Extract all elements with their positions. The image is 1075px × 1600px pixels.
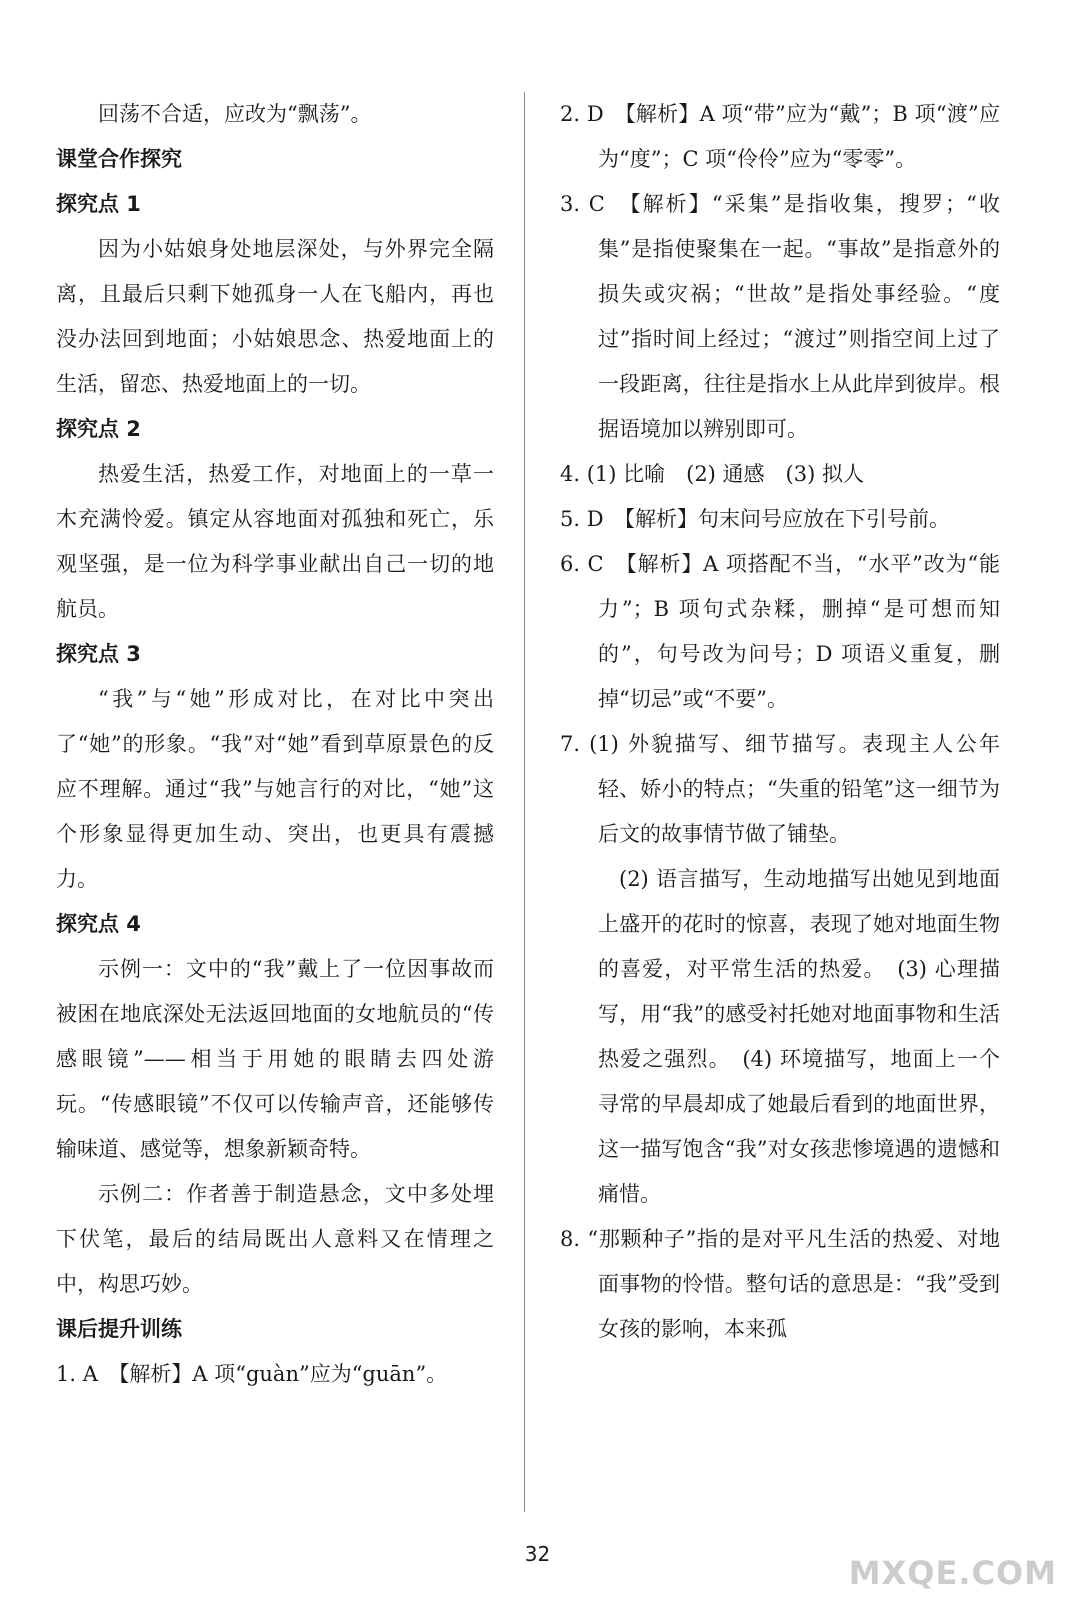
page-number: 32	[524, 1542, 551, 1566]
answer-1: 1. A 【解析】A 项“guàn”应为“guān”。	[56, 1362, 448, 1386]
inquiry-point-2-text: 热爱生活，热爱工作，对地面上的一草一木充满怜爱。镇定从容地面对孤独和死亡，乐观坚强，是一位为科学事业献出自己一切的地航员。	[56, 462, 494, 621]
answer-8: 8. “那颗种子”指的是对平凡生活的热爱、对地面事物的怜惜。整句话的意思是：“我”受到女孩的影响，本来孤	[560, 1227, 1000, 1341]
inquiry-point-4-example-2: 示例二：作者善于制造悬念，文中多处埋下伏笔，最后的结局既出人意料又在情理之中，构思巧妙。	[56, 1182, 494, 1296]
inquiry-point-3-title: 探究点 3	[56, 642, 141, 666]
section-heading-classroom: 课堂合作探究	[56, 147, 182, 171]
left-column	[56, 92, 494, 1397]
inquiry-point-4-title: 探究点 4	[56, 912, 141, 936]
inquiry-point-3-text: “我”与“她”形成对比，在对比中突出了“她”的形象。“我”对“她”看到草原景色的反应不理解。通过“我”与她言行的对比，“她”这个形象显得更加生动、突出，也更具有震撼力。	[56, 687, 494, 891]
inquiry-point-4-example-1: 示例一：文中的“我”戴上了一位因事故而被困在地底深处无法返回地面的女地航员的“传感眼镜”——相当于用她的眼睛去四处游玩。“传感眼镜”不仅可以传输声音，还能够传输味道、感觉等，想象新颖奇特。	[56, 957, 494, 1161]
inquiry-point-1-text: 因为小姑娘身处地层深处，与外界完全隔离，且最后只剩下她孤身一人在飞船内，再也没办法回到地面；小姑娘思念、热爱地面上的生活，留恋、热爱地面上的一切。	[56, 237, 494, 396]
answer-5: 5. D 【解析】句末问号应放在下引号前。	[560, 507, 951, 531]
paragraph-continuation: 回荡不合适，应改为“飘荡”。	[98, 102, 372, 126]
watermark-logo: MXQE.COM	[848, 1554, 1057, 1592]
inquiry-point-2-title: 探究点 2	[56, 417, 141, 441]
answer-7-part-1: 7. (1) 外貌描写、细节描写。表现主人公年轻、娇小的特点；“失重的铅笔”这一细节为后文的故事情节做了铺垫。	[560, 732, 1000, 846]
answer-7-part-2: (2) 语言描写，生动地描写出她见到地面上盛开的花时的惊喜，表现了她对地面生物的喜爱，对平常生活的热爱。 (3) 心理描写，用“我”的感受衬托她对地面事物和生活热爱之强烈。 (4) 环境描写，地面上一个寻常的早晨却成了她最后看到的地面世界，这一描写饱含“我”对女孩悲惨境遇的遗憾和痛惜。	[598, 867, 1000, 1206]
answer-2: 2. D 【解析】A 项“带”应为“戴”；B 项“渡”应为“度”；C 项“伶伶”应为“零零”。	[560, 102, 1000, 171]
section-heading-after-class: 课后提升训练	[56, 1317, 182, 1341]
right-column	[560, 92, 1000, 1352]
answer-6: 6. C 【解析】A 项搭配不当，“水平”改为“能力”；B 项句式杂糅，删掉“是可想而知的”，句号改为问号；D 项语义重复，删掉“切忌”或“不要”。	[560, 552, 1000, 711]
answer-4: 4. (1) 比喻 (2) 通感 (3) 拟人	[560, 462, 864, 486]
column-divider	[524, 92, 525, 1512]
inquiry-point-1-title: 探究点 1	[56, 192, 141, 216]
answer-3: 3. C 【解析】“采集”是指收集，搜罗；“收集”是指使聚集在一起。“事故”是指意外的损失或灾祸；“世故”是指处事经验。“度过”指时间上经过；“渡过”则指空间上过了一段距离，往往是指水上从此岸到彼岸。根据语境加以辨别即可。	[560, 192, 1000, 441]
